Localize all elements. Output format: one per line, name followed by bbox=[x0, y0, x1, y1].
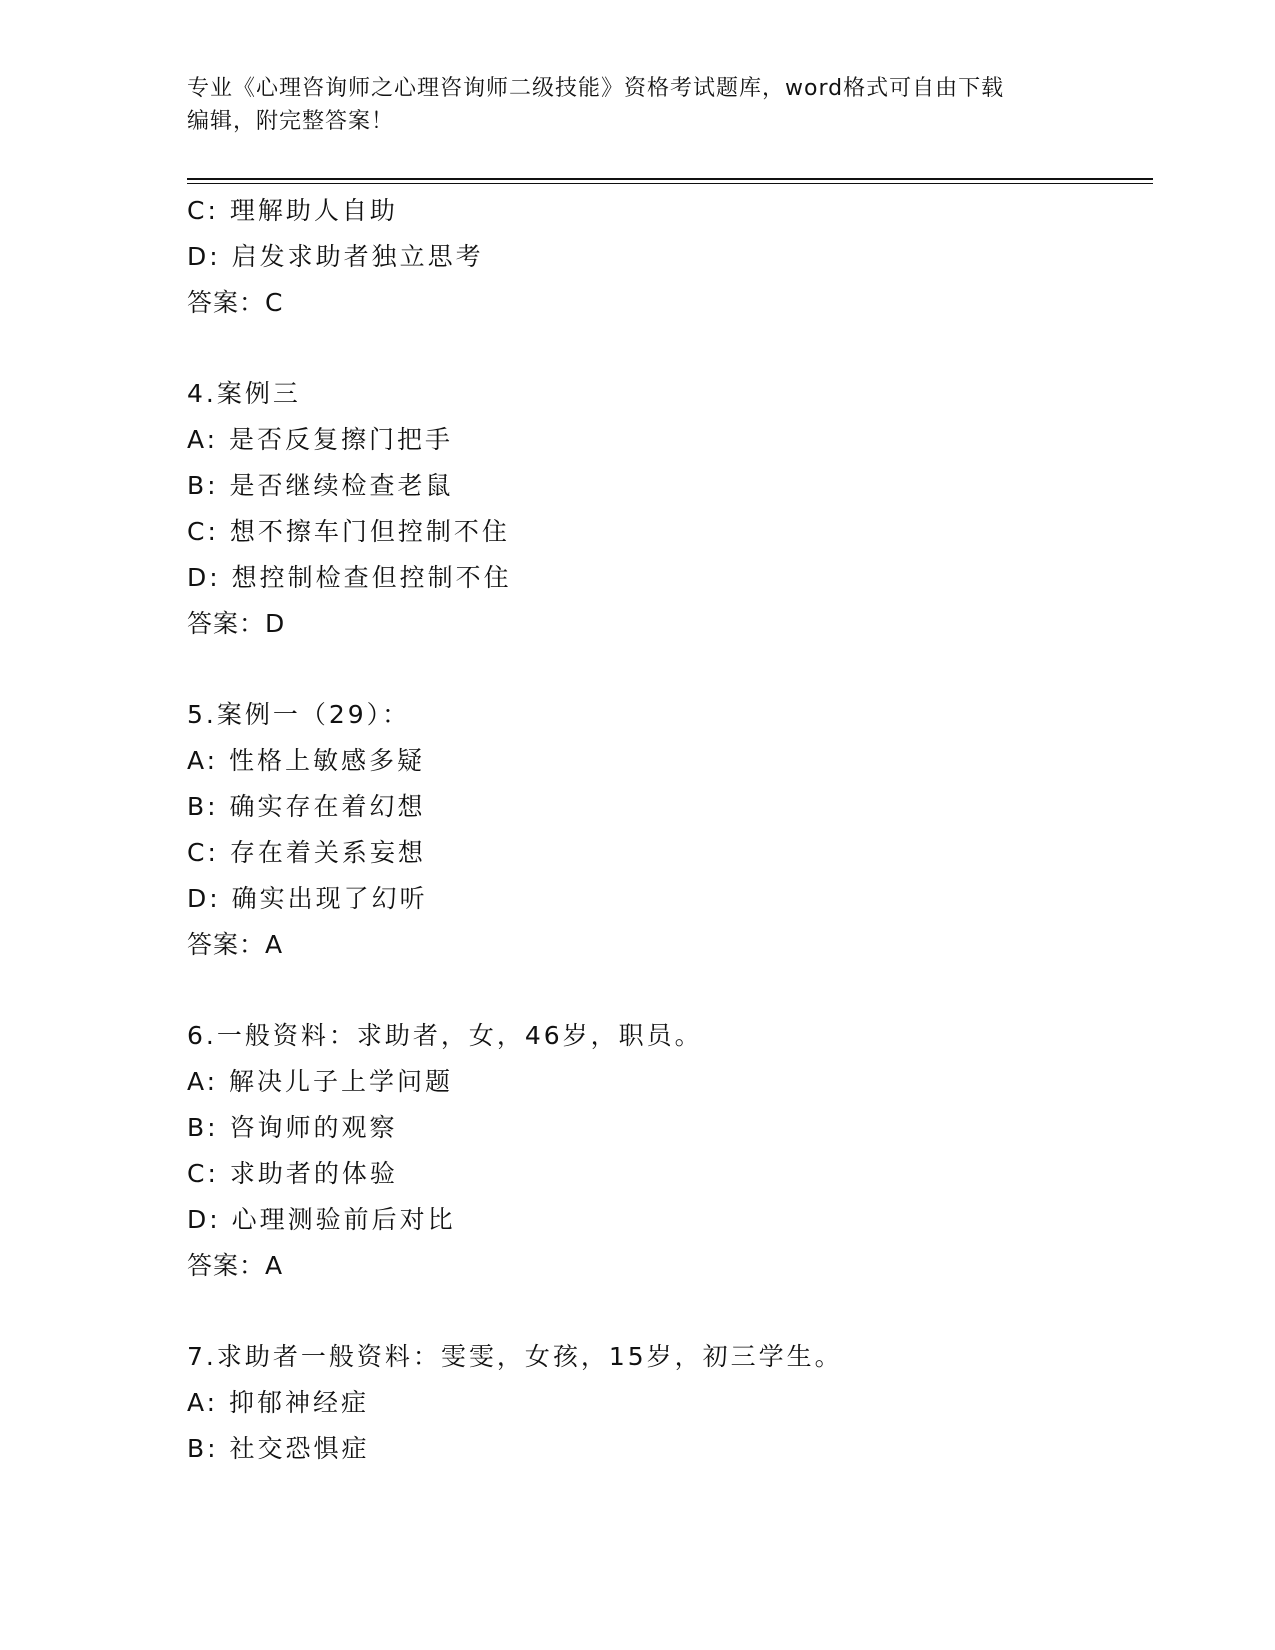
option-b: B: 确实存在着幻想 bbox=[187, 792, 426, 821]
answer: 答案：C bbox=[187, 288, 284, 317]
option-a: A: 抑郁神经症 bbox=[187, 1388, 370, 1417]
question-title: 4.案例三 bbox=[187, 379, 301, 408]
option-b: B: 是否继续检查老鼠 bbox=[187, 471, 454, 500]
answer: 答案：D bbox=[187, 609, 286, 638]
header-line-1: 专业《心理咨询师之心理咨询师二级技能》资格考试题库，word格式可自由下载 bbox=[187, 76, 1005, 101]
option-c: C: 理解助人自助 bbox=[187, 196, 398, 225]
answer: 答案：A bbox=[187, 930, 284, 959]
question-title: 5.案例一（29）： bbox=[187, 700, 411, 729]
option-d: D: 心理测验前后对比 bbox=[187, 1205, 456, 1234]
option-d: D: 确实出现了幻听 bbox=[187, 884, 428, 913]
header-rule-thick bbox=[187, 178, 1153, 180]
option-b: B: 咨询师的观察 bbox=[187, 1113, 398, 1142]
option-c: C: 存在着关系妄想 bbox=[187, 838, 426, 867]
option-d: D: 启发求助者独立思考 bbox=[187, 242, 484, 271]
option-c: C: 想不擦车门但控制不住 bbox=[187, 517, 510, 546]
question-title: 7.求助者一般资料：雯雯，女孩，15岁，初三学生。 bbox=[187, 1342, 843, 1371]
option-b: B: 社交恐惧症 bbox=[187, 1434, 370, 1463]
question-title: 6.一般资料：求助者，女，46岁，职员。 bbox=[187, 1021, 703, 1050]
header-line-2: 编辑，附完整答案！ bbox=[187, 109, 395, 134]
header-rule-thin bbox=[187, 183, 1153, 184]
document-header bbox=[187, 72, 1067, 138]
answer: 答案：A bbox=[187, 1251, 284, 1280]
option-a: A: 解决儿子上学问题 bbox=[187, 1067, 454, 1096]
option-a: A: 性格上敏感多疑 bbox=[187, 746, 426, 775]
option-d: D: 想控制检查但控制不住 bbox=[187, 563, 512, 592]
option-a: A: 是否反复擦门把手 bbox=[187, 425, 454, 454]
option-c: C: 求助者的体验 bbox=[187, 1159, 398, 1188]
question-list bbox=[187, 188, 1153, 1472]
